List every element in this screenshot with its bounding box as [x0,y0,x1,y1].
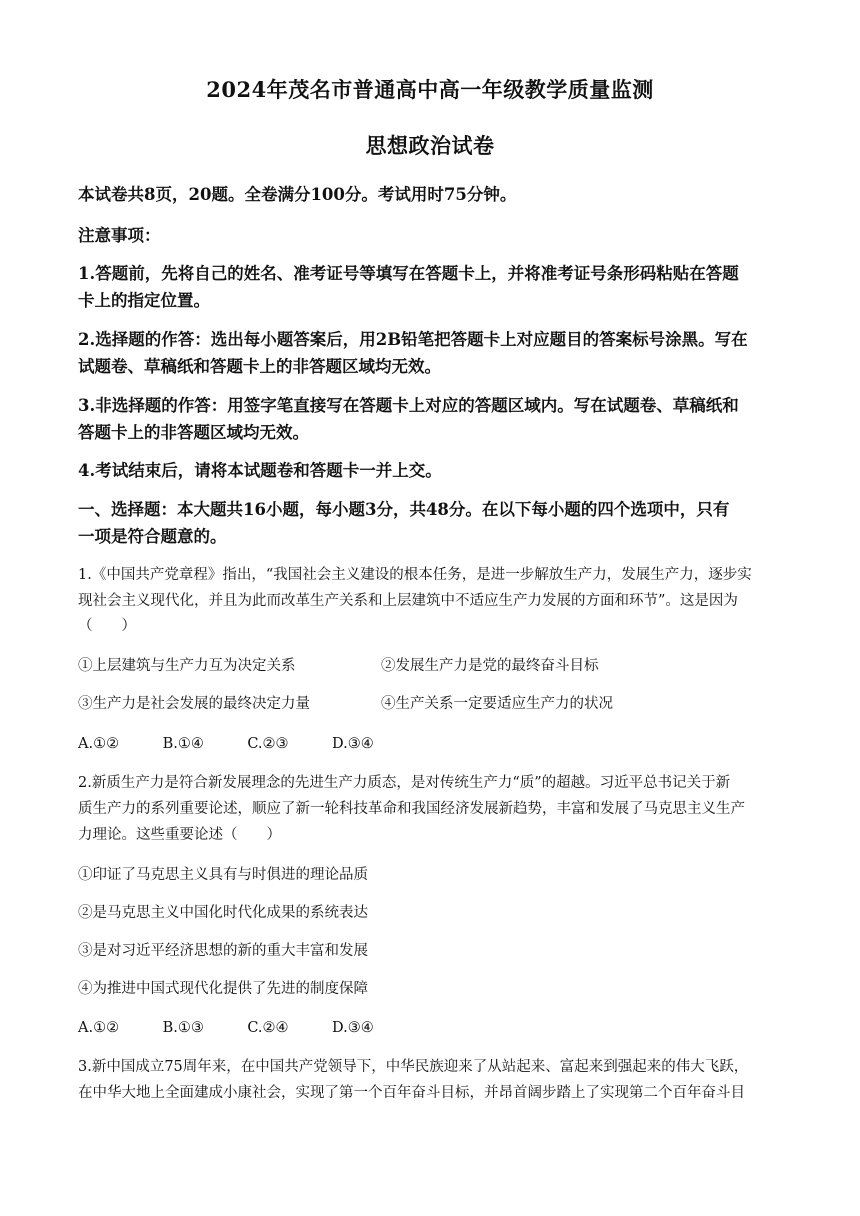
q3-stem-line-1: 3.新中国成立75周年来，在中国共产党领导下，中华民族迎来了从站起来、富起来到强起来的伟大飞跃， [78,1059,749,1075]
q1-stem-line-2: 现社会主义现代化，并且为此而改革生产关系和上层建筑中不适应生产力发展的方面和环节”。这是因为 [78,593,738,609]
note-2-line-2: 试题卷、草稿纸和答题卡上的非答题区域均无效。 [78,357,441,376]
q1-option-2: ②发展生产力是党的最终奋斗目标 [381,658,599,674]
q1-stem-line-3: （ ） [78,618,136,634]
q1-choices: A.①② B.①④ C.②③ D.③④ [78,736,374,752]
notice-heading: 注意事项： [78,226,161,245]
q2-option-2: ②是马克思主义中国化时代化成果的系统表达 [78,905,368,921]
q2-choices: A.①② B.①③ C.②④ D.③④ [78,1020,374,1036]
exam-title: 2024年茂名市普通高中高一年级教学质量监测 [206,77,654,102]
note-2-line-1: 2.选择题的作答：选出每小题答案后，用2B铅笔把答题卡上对应题目的答案标号涂黑。写在 [78,330,748,349]
q2-option-4: ④为推进中国式现代化提供了先进的制度保障 [78,981,368,997]
q2-stem-line-1: 2.新质生产力是符合新发展理念的先进生产力质态，是对传统生产力“质”的超越。习近平总书记关于新 [78,775,731,791]
q2-stem-line-2: 质生产力的系列重要论述，顺应了新一轮科技革命和我国经济发展新趋势，丰富和发展了马克思主义生产 [78,801,745,817]
q1-option-3: ③生产力是社会发展的最终决定力量 [78,696,310,712]
q1-option-4: ④生产关系一定要适应生产力的状况 [381,696,613,712]
section-1-heading: 一、选择题：本大题共16小题，每小题3分，共48分。在以下每小题的四个选项中，只有 [78,500,730,519]
note-4: 4.考试结束后，请将本试题卷和答题卡一并上交。 [78,461,442,480]
exam-intro: 本试卷共8页，20题。全卷满分100分。考试用时75分钟。 [78,185,517,204]
note-1-line-2: 卡上的指定位置。 [78,291,210,310]
note-3-line-1: 3.非选择题的作答：用签字笔直接写在答题卡上对应的答题区域内。写在试题卷、草稿纸和 [78,396,739,415]
q2-option-1: ①印证了马克思主义具有与时俱进的理论品质 [78,867,368,883]
q1-stem-line-1: 1.《中国共产党章程》指出，“我国社会主义建设的根本任务，是进一步解放生产力，发展生产力，逐步实 [78,567,752,583]
q2-stem-line-3: 力理论。这些重要论述（ ） [78,827,281,843]
q2-option-3: ③是对习近平经济思想的新的重大丰富和发展 [78,943,368,959]
section-1-heading-cont: 一项是符合题意的。 [78,527,227,546]
note-1-line-1: 1.答题前，先将自己的姓名、准考证号等填写在答题卡上，并将准考证号条形码粘贴在答题 [78,264,739,283]
exam-subject-title: 思想政治试卷 [365,133,495,158]
note-3-line-2: 答题卡上的非答题区域均无效。 [78,423,309,442]
q3-stem-line-2: 在中华大地上全面建成小康社会，实现了第一个百年奋斗目标，并昂首阔步踏上了实现第二个百年奋斗目 [78,1085,745,1101]
q1-option-1: ①上层建筑与生产力互为决定关系 [78,658,296,674]
